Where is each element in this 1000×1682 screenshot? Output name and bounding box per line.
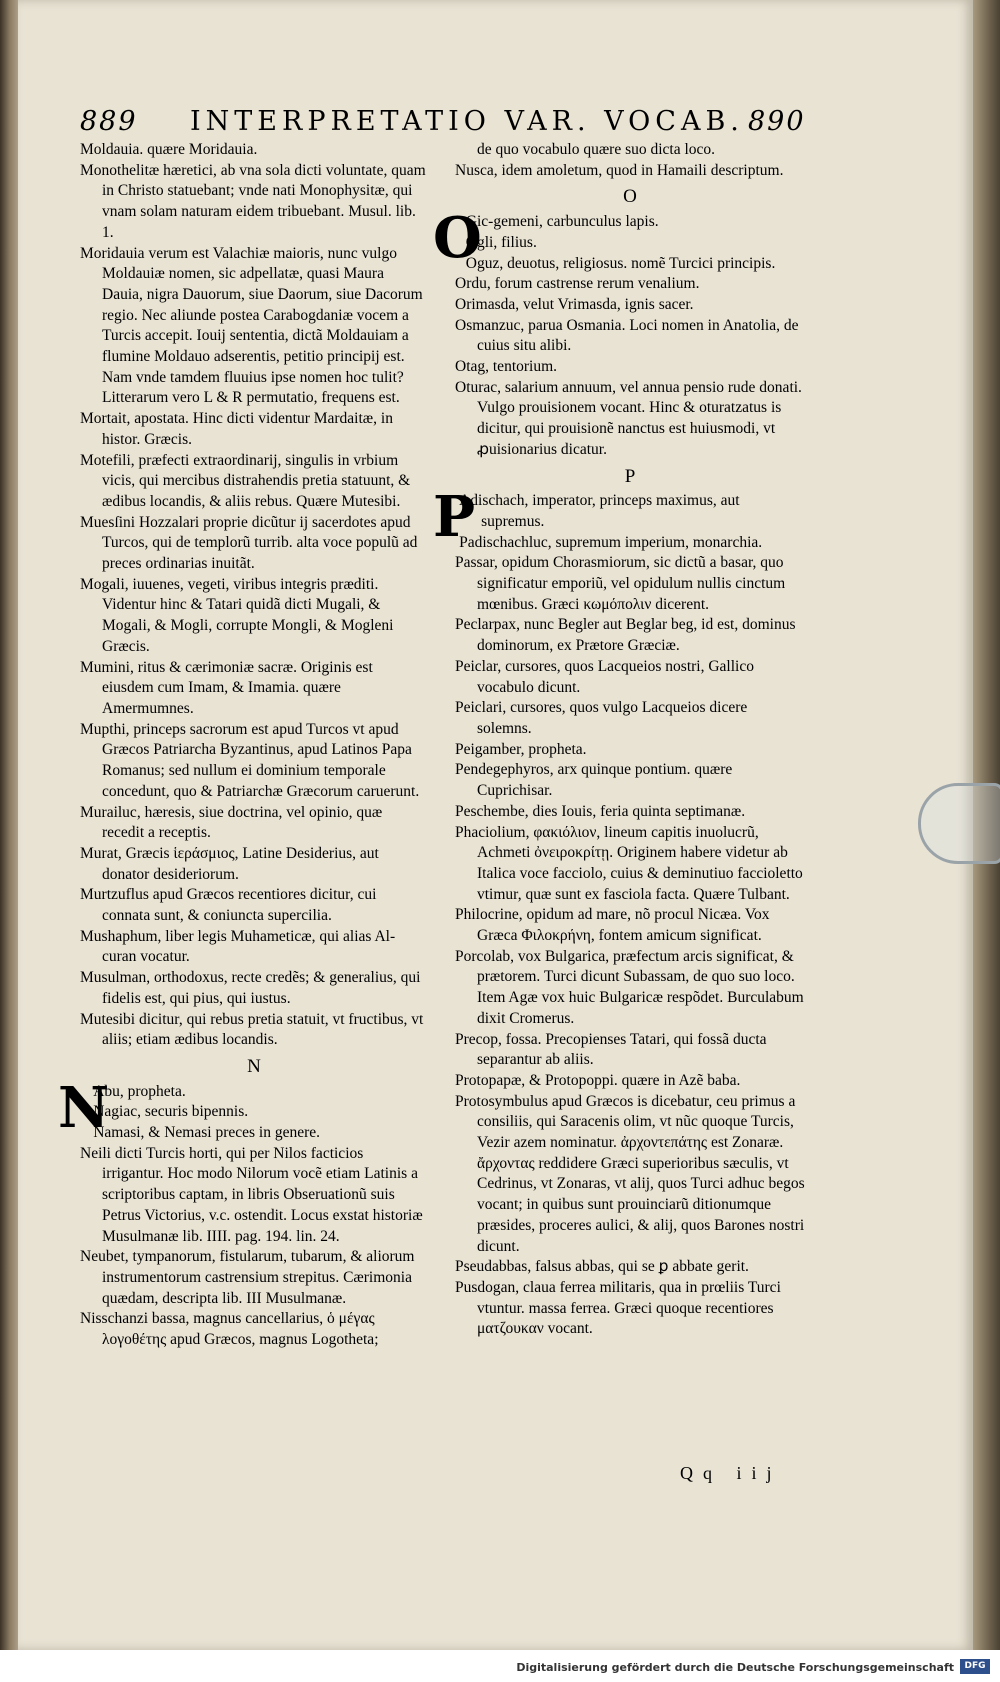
entry-text: Gic-gemeni, carbunculus lapis. [465, 213, 659, 231]
entry-text: Abu, propheta. [93, 1082, 186, 1100]
dictionary-entry: Namasi, & Nemasi preces in genere. [93, 1124, 321, 1142]
dictionary-entry: Otag, tentorium. [455, 358, 558, 376]
dictionary-entry: Padischachluc, supremum imperium, monarchia. [459, 533, 763, 551]
dictionary-entry: Pusdogan, claua ferrea militaris, qua in prœliis Turci vtuntur. massa ferrea. Græci quoque recentiores ματζουκαν vocant. [455, 1278, 781, 1338]
dictionary-entry: Motefili, præfecti extraordinarij, singulis in vrbium vicis, qui mercibus distrahendis pretia statuunt, & ædibus locandis, & aliis rebus. Quære Mutesibi. [80, 451, 411, 510]
dictionary-entry: Neubet, tympanorum, fistularum, tubarum, & aliorum instrumentorum castrensium strepitus. Cærimonia quædam, descripta lib. III Musulmanæ. [80, 1248, 415, 1307]
signature-mark: Qq iij [680, 1463, 782, 1483]
dictionary-entry: Peiclari, cursores, quos vulgo Lacqueios dicere solemns. [455, 699, 748, 737]
section-heading-p: P [624, 465, 636, 487]
dictionary-entry: Ordu, forum castrense rerum venalium. [455, 275, 700, 293]
drop-cap-o: O [433, 205, 482, 272]
dictionary-entry: Nagiac, securis bipennis. [93, 1103, 249, 1121]
dictionary-entry: Phaciolium, φακιόλιον, lineum capitis inuolucrũ, Achmeti ὀνειροκρίτῃ. Originem habere videtur ab Italica voce facciolo, cuius & deminutiuo faccioletto vtimur, quæ sunt ex fasciola facta. Quære Tulbant. [455, 823, 803, 903]
drop-cap-p: P [433, 484, 476, 551]
section-heading-o: O [623, 186, 637, 208]
dictionary-entry: Peigamber, propheta. [455, 740, 587, 758]
dictionary-entry: Peschembe, dies Iouis, feria quinta septimanæ. [455, 802, 746, 820]
dictionary-entry: Mupthi, princeps sacrorum est apud Turcos vt apud Græcos Patriarcha Byzantinus, apud Latinos Papa Romanus; sed nullum ei dominium temporale concedunt, quo & Patriarchæ Græcorum caruerunt. [80, 720, 420, 800]
page-number-right: 890 [748, 106, 806, 137]
running-header [60, 106, 805, 140]
dictionary-entry: Mushaphum, liber legis Muhameticæ, qui alias Al-curan vocatur. [80, 927, 396, 966]
dictionary-entry: Neili dicti Turcis horti, qui per Nilos facticios irrigantur. Hoc modo Nilorum vocẽ etiam Latinis a scriptoribus captam, in libris Obseruationũ suis Petrus Victorius, v.c. ostendit. Locus exstat historiæ Musulmanæ lib. IIII. pag. 194. lin. 24. [80, 1144, 423, 1245]
dictionary-entry: Protopapæ, & Protopoppi. quære in Azẽ baba. [455, 1071, 741, 1089]
dictionary-entry: Muesſini Hozzalari proprie dicũtur ij sacerdotes apud Turcos, qui de templorũ turrib. alta voce populũ ad preces ordinarias inuitãt. [80, 513, 418, 573]
dictionary-entry: Moridauia verum est Valachiæ maioris, nunc vulgo Moldauiæ nomen, sic adpellatæ, quasi Maura Dauia, nigra Dauorum, siue Daorum, siue Dacorum regio. Nec aliunde postea Carabogdaniæ vocem a Turcis accepit. Iouij sententia, dictã Moldauiam a flumine Moldauo adserentis, petitio principij est. Nam vnde tamdem fluuius ipse nomen hoc tulit? Litterarum vero L & R permutatio, frequens est. [80, 244, 423, 407]
dictionary-entry: Murailuc, hæresis, siue doctrina, vel opinio, quæ recedit a receptis. [80, 803, 383, 842]
dictionary-entry: Ogli, filius. [465, 233, 537, 251]
dictionary-entry: Pendegephyros, arx quinque pontium. quære Cuprichisar. [455, 761, 733, 800]
dictionary-entry: Musulman, orthodoxus, recte credẽs; & generalius, qui fidelis est, qui pius, qui iustus. [80, 969, 421, 1007]
dictionary-entry: Porcolab, vox Bulgarica, præfectum arcis significat, & prætorem. Turci dicunt Subassam, de quo suo loco. Item Agæ vox huic Bulgaricæ respõdet. Burculabum dixit Cromerus. [455, 947, 804, 1027]
page-number-left: 889 [80, 106, 138, 137]
dictionary-entry: Osmanzuc, parua Osmania. Loci nomen in Anatolia, de cuius situ alibi. [455, 316, 799, 355]
entry-text: Adischach, imperator, princeps maximus, aut supremus. [459, 492, 740, 530]
dictionary-entry: Oguz, deuotus, religiosus. nomẽ Turcici principis. [465, 254, 776, 272]
dictionary-entry: Peiclar, cursores, quos Lacqueios nostri, Gallico vocabulo dicunt. [455, 657, 754, 696]
dictionary-entry: Precop, fossa. Precopienses Tatari, qui fossã ducta separantur ab aliis. [455, 1030, 767, 1069]
dictionary-entry: Nisschanzi bassa, magnus cancellarius, ὁ μέγας λογοθέτης apud Græcos, magnus Logotheta; [80, 1310, 379, 1349]
running-title: INTERPRETATIO VAR. VOCAB. [190, 106, 744, 137]
dictionary-entry: Philocrine, opidum ad mare, nõ procul Nicæa. Vox Græca Φιλοκρήνη, fontem amicum significat. [455, 906, 770, 945]
right-column [433, 140, 805, 1340]
paper-clip [918, 783, 1000, 864]
dictionary-entry: Oturac, salarium annuum, vel annua pensio rude donati. Vulgo prouisionem vocant. Hinc & oturatzatus is dicitur, qui prouisionẽ nanctus est huiusmodi, vt ꝓuisionarius dicatur. [455, 378, 802, 458]
dictionary-entry: Protosymbulus apud Græcos is dicebatur, ceu primus a consiliis, qui Saracenis olim, vt nũc quoque Turcis, Vezir azem nominatur. ἀρχοντεπάτης est Zonaræ. ἄρχοντας reddidere Græci superioribus sæculis, vt Cedrinus, vt Zonaras, vt alij, quos Turci adhuc begos vocant; in quibus sunt prouinciarũ ditionumque præsides, proceres aulici, & alij, quos Barones nostri dicunt. [455, 1092, 805, 1255]
dictionary-entry: Murtzuflus apud Græcos recentiores dicitur, cui connata sunt, & coniuncta supercilia. [80, 886, 377, 925]
dfg-logo: DFG [960, 1659, 990, 1674]
footer-bar [0, 1650, 1000, 1682]
dictionary-entry: Nusca, idem amoletum, quod in Hamaili descriptum. [455, 161, 784, 179]
drop-cap-n: N [58, 1074, 110, 1141]
dictionary-entry: Mumini, ritus & cærimoniæ sacræ. Originis est eiusdem cum Imam, & Imamia. quære Amermumnes. [80, 658, 373, 717]
dictionary-entry: de quo vocabulo quære suo dicta loco. [477, 141, 716, 158]
dictionary-entry: Mutesibi dicitur, qui rebus pretia statuit, vt fructibus, vt aliis; etiam ædibus locandis. [80, 1010, 424, 1049]
dictionary-entry: Murat, Græcis ἱεράσμιος, Latine Desiderius, aut donator desideriorum. [80, 844, 379, 883]
left-column [58, 140, 428, 1351]
dictionary-entry: Passar, opidum Chorasmiorum, sic dictũ a basar, quo significatur emporiũ, vel opidulum nullis cinctum mœnibus. Græci κωμόπολιν dicerent. [455, 554, 786, 613]
dictionary-entry: Moldauia. quære Moridauia. [80, 141, 258, 158]
dictionary-entry: Monothelitæ hæretici, ab vna sola dicti voluntate, quam in Christo statuebant; vnde nati Monophysitæ, qui vnam solam naturam eidem tribuebant. Musul. lib. 1. [80, 161, 426, 241]
dictionary-entry: Peclarpax, nunc Begler aut Beglar beg, id est, dominus dominorum, ex Prætore Græciæ. [455, 616, 796, 655]
dictionary-entry: Pseudabbas, falsus abbas, qui se ꝑ abbate gerit. [455, 1258, 749, 1276]
funding-credit: Digitalisierung gefördert durch die Deutsche Forschungsgemeinschaft [516, 1661, 954, 1674]
section-heading-n: N [247, 1055, 261, 1077]
dictionary-entry: Mogali, iuuenes, vegeti, viribus integris præditi. Videntur hinc & Tatari quidã dicti Mugali, & Mogali, & Mogli, corrupte Mongli, & Mogleni Græcis. [80, 575, 394, 655]
dictionary-entry: Orimasda, velut Vrimasda, ignis sacer. [455, 295, 694, 313]
dictionary-entry: Mortait, apostata. Hinc dicti videntur Mardaitæ, in histor. Græcis. [80, 410, 393, 448]
